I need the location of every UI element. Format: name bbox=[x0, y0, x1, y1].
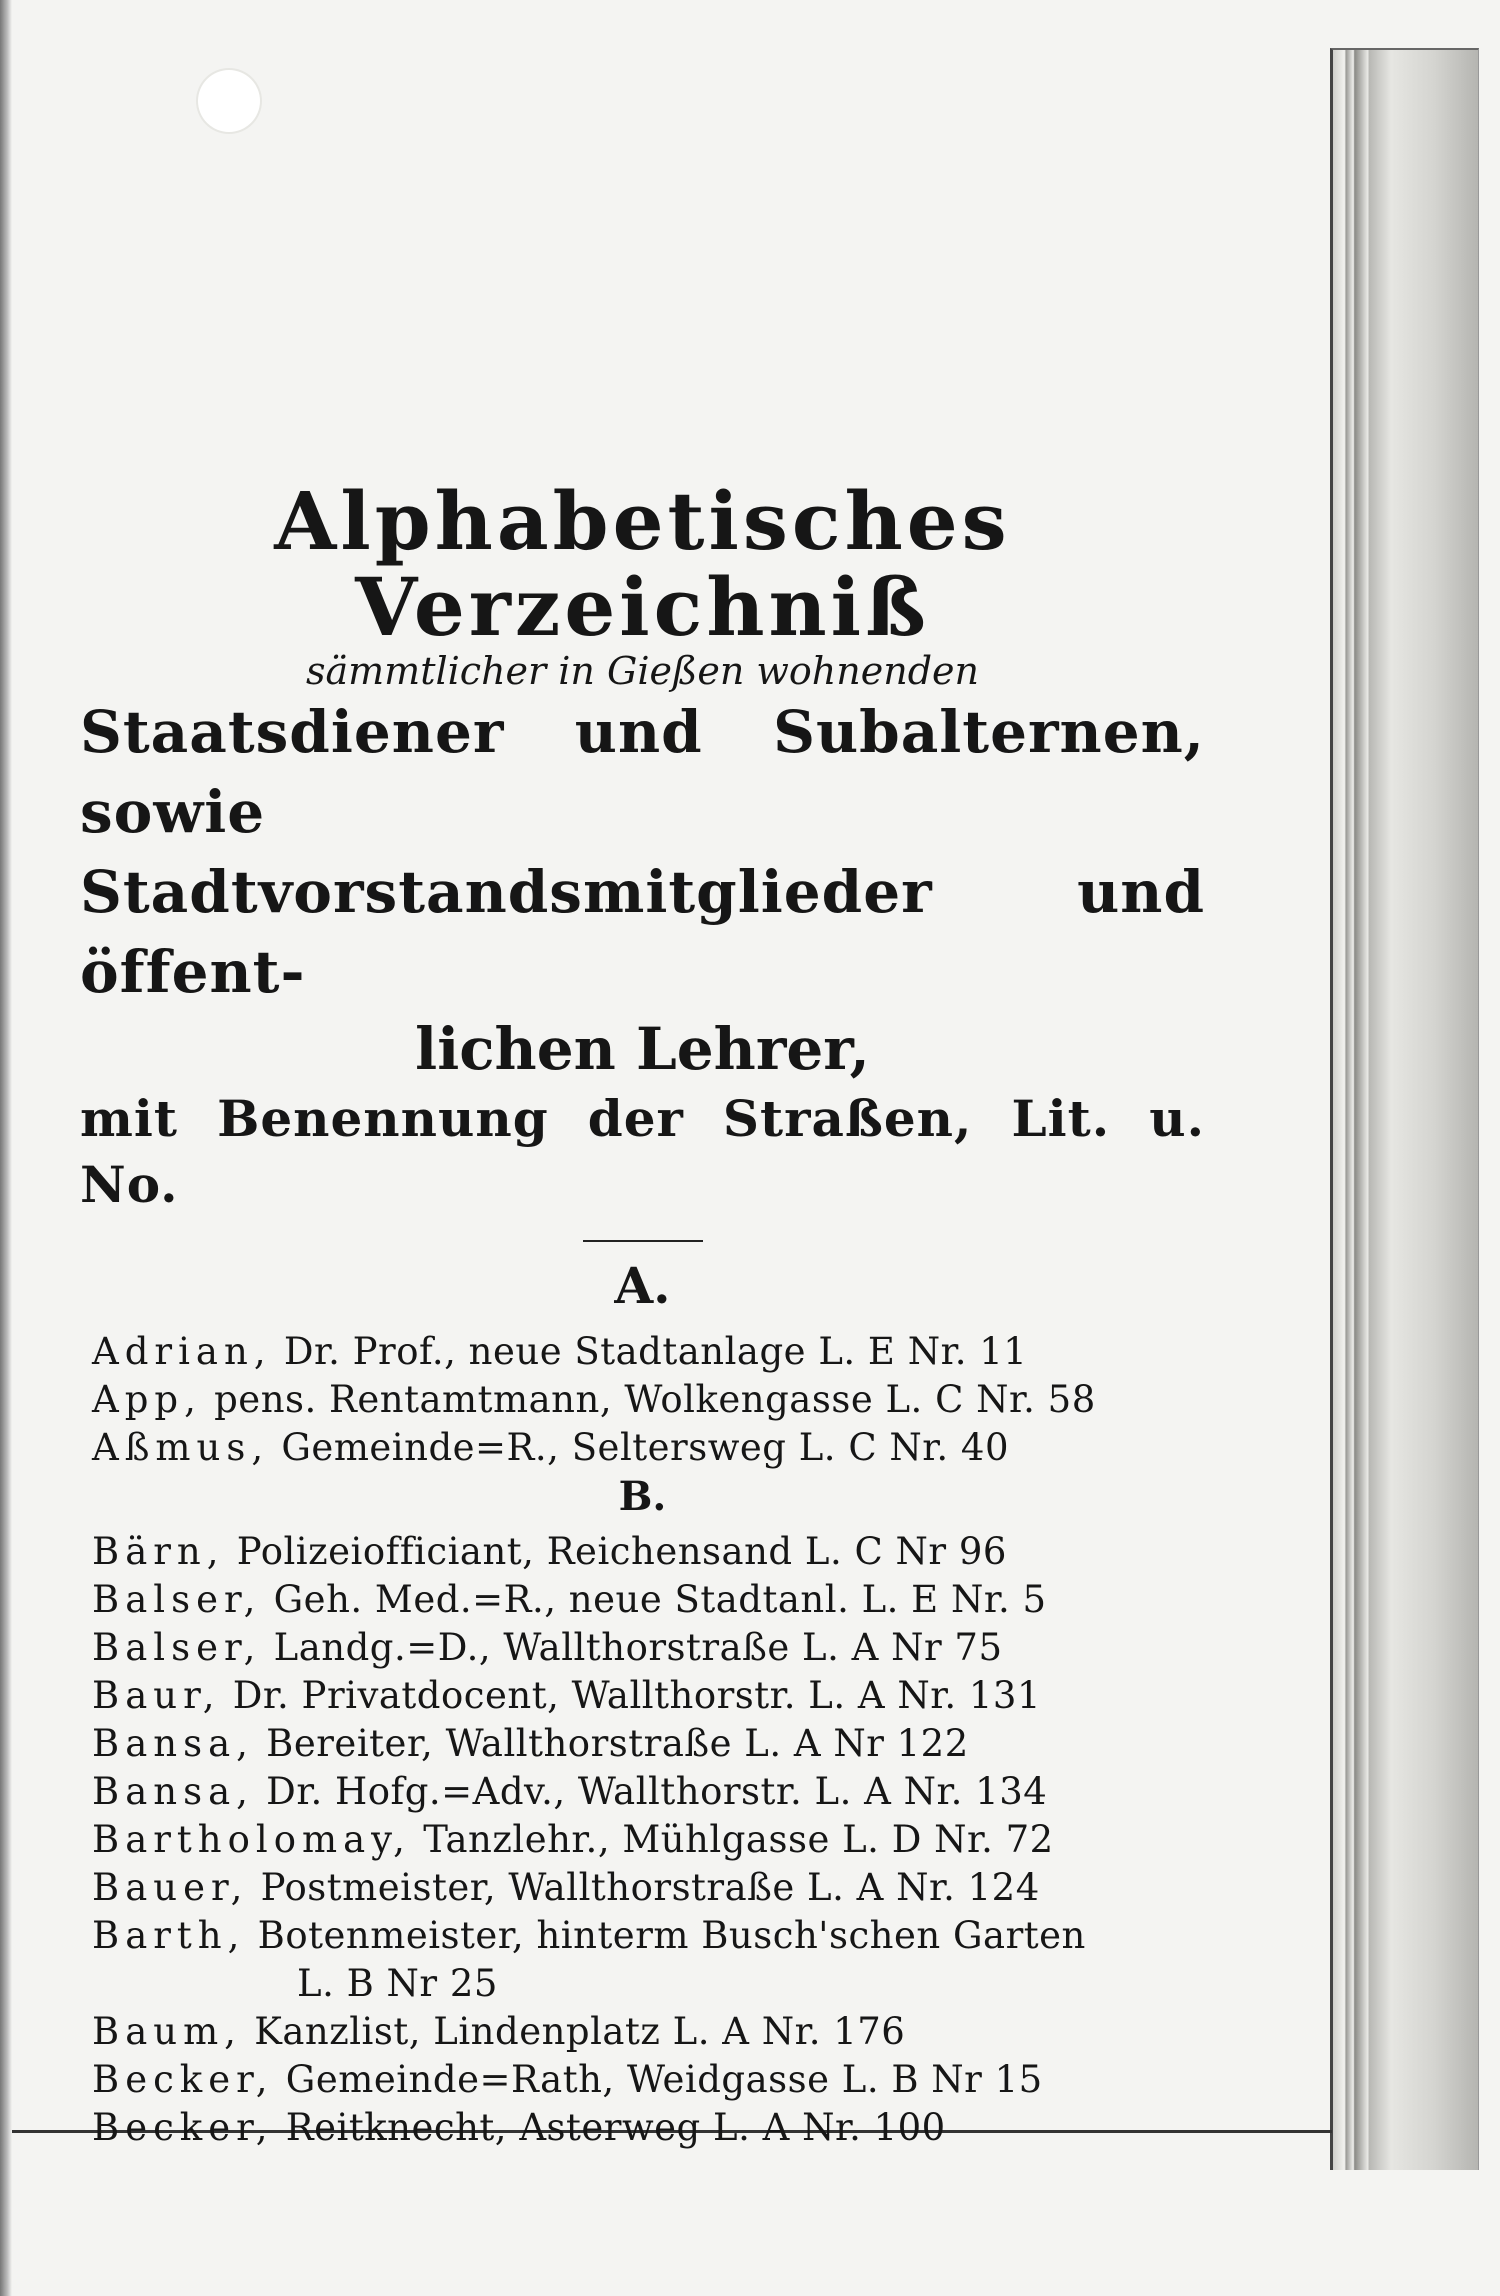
entry-details: Kanzlist, Lindenplatz L. A Nr. 176 bbox=[254, 2010, 906, 2053]
entry-details: Reitknecht, Asterweg L. A Nr. 100 bbox=[285, 2106, 946, 2149]
entry-details: Dr. Prof., neue Stadtanlage L. E Nr. 11 bbox=[283, 1330, 1028, 1373]
section-letter-b: B. bbox=[618, 1473, 667, 1520]
entry-details: Postmeister, Wallthorstraße L. A Nr. 124 bbox=[260, 1866, 1040, 1909]
entry-details: Tanzlehr., Mühlgasse L. D Nr. 72 bbox=[423, 1818, 1054, 1861]
entry-surname: Adrian, bbox=[92, 1330, 272, 1373]
section-letter-a: A. bbox=[614, 1256, 671, 1315]
entry-surname: Balser, bbox=[92, 1626, 262, 1669]
entry-details: Geh. Med.=R., neue Stadtanl. L. E Nr. 5 bbox=[273, 1578, 1047, 1621]
list-item bbox=[92, 1528, 1192, 1576]
list-item-continuation bbox=[92, 1960, 1192, 2008]
entry-surname: Becker, bbox=[92, 2106, 274, 2149]
list-item bbox=[92, 1328, 1192, 1376]
list-item bbox=[92, 2008, 1192, 2056]
entry-surname: App, bbox=[92, 1378, 202, 1421]
entry-details: pens. Rentamtmann, Wolkengasse L. C Nr. 58 bbox=[214, 1378, 1096, 1421]
entry-details: Dr. Privatdocent, Wallthorstr. L. A Nr. 131 bbox=[232, 1674, 1042, 1717]
entry-surname: Bansa, bbox=[92, 1722, 254, 1765]
page-title: Alphabetisches Verzeichniß bbox=[274, 474, 1011, 654]
entry-list-a bbox=[92, 1328, 1192, 1472]
entry-details: Polizeiofficiant, Reichensand L. C Nr 96 bbox=[236, 1530, 1007, 1573]
heading-line-4: mit Benennung der Straßen, Lit. u. No. bbox=[80, 1089, 1205, 1214]
section-divider bbox=[583, 1240, 703, 1242]
list-item bbox=[92, 1576, 1192, 1624]
page-gutter-shadow bbox=[0, 0, 12, 2296]
entry-surname: Baum, bbox=[92, 2010, 242, 2053]
list-item bbox=[92, 1720, 1192, 1768]
entry-surname: Barth, bbox=[92, 1914, 246, 1957]
list-item bbox=[92, 1624, 1192, 1672]
heading-line-3: lichen Lehrer, bbox=[415, 1015, 870, 1083]
entry-surname: Baur, bbox=[92, 1674, 221, 1717]
entry-details: Gemeinde=R., Seltersweg L. C Nr. 40 bbox=[281, 1426, 1009, 1469]
list-item bbox=[92, 1864, 1192, 1912]
entry-surname: Bartholomay, bbox=[92, 1818, 411, 1861]
list-item bbox=[92, 1424, 1192, 1472]
entry-surname: Becker, bbox=[92, 2058, 274, 2101]
list-item bbox=[92, 1376, 1192, 1424]
heading-line-1: Staatsdiener und Subalternen, sowie bbox=[80, 698, 1205, 846]
entry-surname: Bauer, bbox=[92, 1866, 249, 1909]
entry-details: Gemeinde=Rath, Weidgasse L. B Nr 15 bbox=[285, 2058, 1043, 2101]
entry-surname: Bansa, bbox=[92, 1770, 254, 1813]
entry-surname: Bärn, bbox=[92, 1530, 225, 1573]
list-item bbox=[92, 2104, 1192, 2152]
punch-hole bbox=[198, 70, 260, 132]
list-item bbox=[92, 1816, 1192, 1864]
list-item bbox=[92, 1672, 1192, 1720]
entry-surname: Balser, bbox=[92, 1578, 262, 1621]
book-page-edges bbox=[1330, 48, 1479, 2170]
page-subtitle: sämmtlicher in Gießen wohnenden bbox=[305, 649, 979, 693]
entry-details: L. B Nr 25 bbox=[297, 1962, 498, 2005]
entry-list-b bbox=[92, 1528, 1192, 2152]
entry-details: Botenmeister, hinterm Busch'schen Garten bbox=[257, 1914, 1086, 1957]
list-item bbox=[92, 1768, 1192, 1816]
list-item bbox=[92, 1912, 1192, 1960]
directory-page bbox=[80, 474, 1205, 2152]
entry-details: Dr. Hofg.=Adv., Wallthorstr. L. A Nr. 134 bbox=[266, 1770, 1048, 1813]
list-item bbox=[92, 2056, 1192, 2104]
entry-details: Landg.=D., Wallthorstraße L. A Nr 75 bbox=[273, 1626, 1003, 1669]
entry-details: Bereiter, Wallthorstraße L. A Nr 122 bbox=[266, 1722, 969, 1765]
heading-line-2: Stadtvorstandsmitglieder und öffent- bbox=[80, 858, 1205, 1006]
entry-surname: Aßmus, bbox=[92, 1426, 270, 1469]
